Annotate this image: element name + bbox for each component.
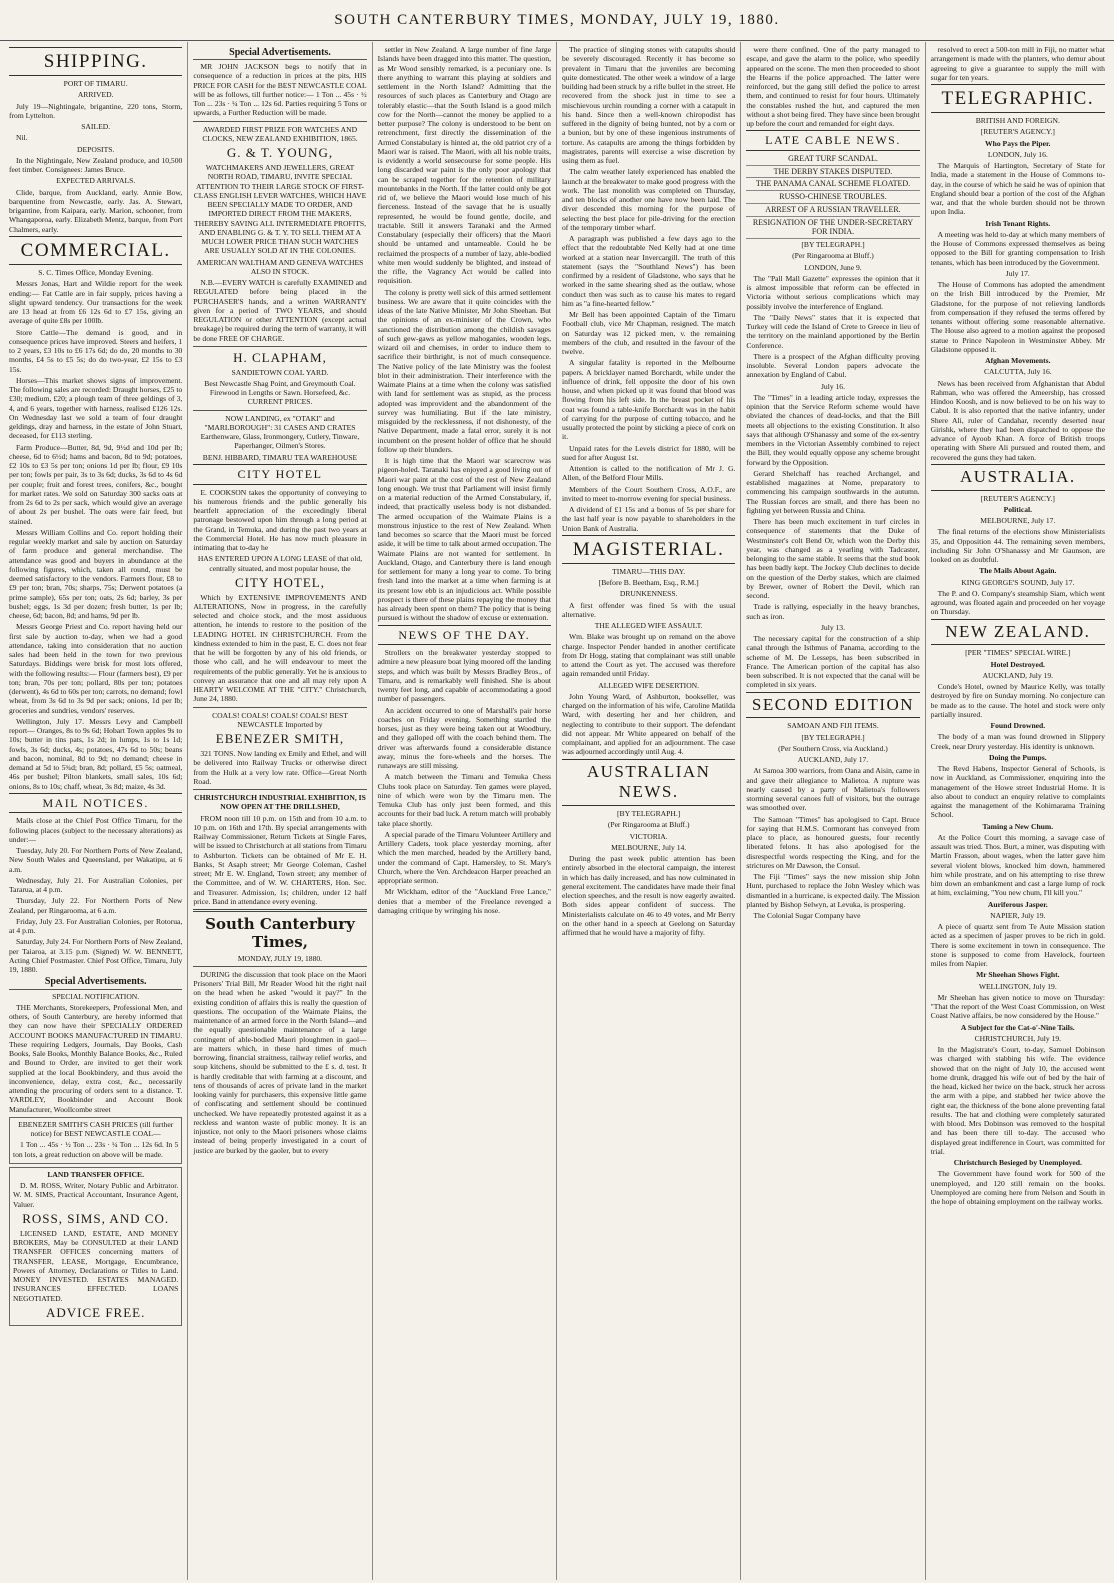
- young-waltham: AMERICAN WALTHAM AND GENEVA WATCHES ALSO IN STOCK.: [196, 257, 364, 276]
- dateline: AUCKLAND, July 17.: [797, 755, 869, 765]
- dateline: MELBOURNE, July 17.: [980, 516, 1056, 526]
- samoan-headline: SAMOAN AND FIJI ITEMS.: [787, 721, 879, 731]
- news-item: There is a prospect of the Afghan difficulty proving insoluble. Several London papers advocate the annexation by England of Cabul.: [746, 351, 920, 380]
- dateline: LONDON, June 9.: [804, 262, 862, 272]
- news-item: A paragraph was published a few days ago to the effect that the redoubtable Ned Kelly had at one time worked at a station near Invercargill. The truth of this statement (says the "Southland News") has been confirmed by a resident of Gladstone, who says that he worked in the same shearing shed as the outlaw, whose conduct then was such as to cause his mates to regard him as "a fine-hearted fellow.": [561, 234, 736, 308]
- news-item: Mr Bell has been appointed Captain of the Timaru Football club, vice Mr Chapman, resigned. The match on Saturday was 12 picked men, v. the remaining members of the club, and resulted in the favour of the twelve.: [561, 310, 736, 356]
- new-zealand-title: NEW ZEALAND.: [931, 619, 1105, 646]
- news-item: In the Magistrate's Court, to-day, Samuel Dobinson was charged with stabbing his wife. The evidence showed that on the night of July 10, the accused went home drunk, dragged his wife out of bed by the hair of the head, kicked her twice on the back, struck her across the arm with a pipe, and stabbed her twice above the right ear, the thickness of the bone alone preventing fatal results. The hat and clothing were completely saturated with blood. Mrs Dobinson was removed to the hospital and has been there till to-day. The accused who displayed great indifference in Court, was committed for trial.: [930, 1045, 1105, 1156]
- item-heading: Taming a New Chum.: [982, 821, 1054, 831]
- exhibition-heading: CHRISTCHURCH INDUSTRIAL EXHIBITION, IS NOW OPEN AT THE DRILLSHED,: [194, 793, 366, 812]
- shipping-title: SHIPPING.: [9, 47, 182, 76]
- news-item: There has been much excitement in turf circles in consequence of statements that the Duke of Westminster's colt Bend Or, which won the Derby this year, was changed as a yearling with Tadcaster, belonging to the same stable. It seems that the stud book has been badly kept. The Jockey Club declines to decide on the question of the Derby stakes, which are claimed by Brewer, owner of Robert the Devil, which ran second.: [746, 517, 920, 601]
- column-4: [557, 42, 741, 1580]
- telegraph-note: [BY TELEGRAPH.]: [617, 809, 681, 819]
- awarded-heading: AWARDED FIRST PRIZE FOR WATCHES AND CLOCKS, NEW ZEALAND EXHIBITION, 1865.: [202, 124, 358, 143]
- cable-headline: THE DERBY STAKES DISPUTED.: [746, 167, 919, 179]
- news-item: The "Times" in a leading article today, expresses the opinion that the Service Reform scheme would have obviated the chances of dead-locks, and that the Bill meets all objections to the existing Constitution. It also says that although O'Shanassy and some of the ex-sentry members in the Victorian Assembly combined to reject the Bill, they would equally oppose any scheme brought forward by the Opposition.: [746, 392, 920, 467]
- magisterial-before: [Before B. Beetham, Esq., R.M.]: [598, 578, 699, 588]
- city-hotel-title: CITY HOTEL: [193, 464, 366, 485]
- news-item: A piece of quartz sent from Te Aute Mission station acted as a specimen of jasper proves to be rich in gold. There is some excitement in town in consequence. The stone is supposed to come from Havelock, fourteen miles from Napier.: [930, 922, 1105, 969]
- deposits-text: In the Nightingale, New Zealand produce, and 10,500 feet timber. Consignees: James Bruce.: [9, 155, 183, 175]
- commercial-para: Messrs George Priest and Co. report having held our first sale by auction to-day, when we had a good attendance, taking into consideration that no auction sales had been held in the town for two previous Saturdays. Biddings were brisk for most lots offered, with the following results:— Flour (farmers best), £9 per ton; bran, 70s per ton; pollard, 80s per ton; potatoes (derwent), 4s 6d to 60s per ton; carrots, no demand; fowl wheat, from 3s 6d to 3s 9d per sack; onions, 1d per lb; groceries and sundries, vendors' reserves.: [9, 622, 183, 715]
- news-item: The House of Commons has adopted the amendment on the Irish Bill introduced by the Premier, Mr Gladstone, for the purpose of not relieving landlords from compensation if they refused the terms offered by tenants without offering some reasonable alternative. The House also agreed to a motion against the proposed statue to Prince Napoleon in Westminster Abbey. Mr Gladstone opposed it.: [930, 280, 1105, 354]
- masthead-text: SOUTH CANTERBURY TIMES, MONDAY, JULY 19, 1880.: [334, 11, 780, 28]
- mail-para: Wednesday, July 21. For Australian Colonies, per Tararua, at 4 p.m.: [9, 875, 183, 895]
- news-item: The calm weather lately experienced has enabled the launch at the breakwater to make good progress with the work. The last monolith was completed on Thursday, and ten blocks of another one have now been laid. The diver descended this morning for the purpose of selecting the best place for pile-driving for the erection of the temporary timber wharf.: [561, 167, 736, 232]
- news-item: At the Police Court this morning, a savage case of assault was tried. Thos. Burt, a miner, was disputing with Martin Frasson, about wages, when the latter gave him several violent blows, knocked him down, hammered him while prostrate, and on his attempting to rise threw him down an embankment and cast a large lump of rock at him, exclaiming, "You new chum, I'll kill you.": [930, 832, 1105, 898]
- case-text: Wm. Blake was brought up on remand on the above charge. Inspector Pender handed in another certificate from Dr Hogg, stating that complainant was still unable to attend the Court as yet. The accused was therefore again remanded until Friday.: [561, 632, 736, 679]
- news-item: were there confined. One of the party managed to escape, and gave the alarm to the police, who speedily appeared on the scene. The men then proceeded to shoot the Hearns if the police approached. The latter were reinforced, but the gang still defied the police to arrest them, and continued to resist for four hours. Ultimately the constables rushed the hut, and captured the men without a shot being fired. They have since been brought up before the court and remanded for eight days.: [746, 45, 920, 128]
- divider: [193, 121, 366, 122]
- news-item: The "Pall Mall Gazette" expresses the opinion that it is almost impossible that reform can be effected in Victoria without serious complications which may possibly involve the interference of England.: [746, 273, 920, 311]
- news-item: Members of the Court Southern Cross, A.O.F., are invited to meet to-morrow evening for special business.: [561, 484, 736, 503]
- deposits-label: DEPOSITS.: [76, 144, 115, 154]
- news-item: The final returns of the elections show Ministerialists 35, and Opposition 44. The remaining seven members, including Sir John O'Shanassy and Mr Gaunson, are looked on as doubtful.: [930, 527, 1105, 565]
- news-item: The Marquis of Hartington, Secretary of State for India, made a statement in the House of Commons to-day, in the course of which he said he was of opinion that England should bear a portion of the cost of the Afghan war, and that the whole burden should not be thrown upon India.: [930, 161, 1105, 217]
- land-transfer-body: LICENSED LAND, ESTATE, AND MONEY BROKERS, May be CONSULTED at their LAND TRANSFER OFFICES concerning matters of TRANSFER, LEASE, Mortgage, Encumbrance, Powers of Attorney, Declarations or Titles to Land. MONEY INVESTED. ESTATES MANAGED. INSURANCES EFFECTED. LOANS NEGOTIATED.: [13, 1228, 179, 1303]
- news-item: The body of a man was found drowned in Slippery Creek, near Drury yesterday. His identity is unknown.: [930, 732, 1105, 751]
- cable-headline: RUSSO-CHINESE TROUBLES.: [746, 192, 919, 204]
- special-notification-text: THE Merchants, Storekeepers, Professional Men, and others, of South Canterbury, are hereby informed that they can now have their SPECIALLY ORDERED ACCOUNT BOOKS MANUFACTURED IN TIMARU. These requiring Ledgers, Journals, Day Books, Cash Books, Sale Books, Monthly Balance Books, &c., Ruled and Bound to Order, are invited to get their work supplied at the local Bookbindery, and thus avoid the inconvenience, delay, extra cost, &c., necessarily attending the procuring of orders sent to a distance. T. YARDLEY, Bookbinder and Account Book Manufacturer, Woollcombe street: [9, 1002, 183, 1114]
- news-item: A match between the Timaru and Temuka Chess Clubs took place on Saturday. Ten games were played, nine of which were won by the Timaru men. The Temuka Club has only just been formed, and this accounts for their bad luck. A return match will probably take place shortly.: [377, 772, 551, 828]
- australian-news-title: AUSTRALIAN NEWS.: [562, 759, 735, 806]
- item-heading: Doing the Pumps.: [989, 752, 1047, 762]
- news-item: The P. and O. Company's steamship Siam, which went aground, was floated again and proceeded on her voyage on Thursday.: [930, 588, 1105, 617]
- commercial-para: Store Cattle—The demand is good, and in consequence prices have improved. Steers and heifers, 1 to 2 years, £3 10s to £6 17s 6d; do do, 20 months to 30 months, £4 5s to £5 5s; do do two-year, £2 15s to £3 15s.: [9, 327, 183, 374]
- cable-headline: GREAT TURF SCANDAL.: [746, 154, 919, 166]
- young-name: G. & T. YOUNG,: [226, 145, 334, 161]
- dateline: MELBOURNE, July 14.: [611, 842, 687, 852]
- cable-headline: ARREST OF A RUSSIAN TRAVELLER.: [746, 205, 919, 217]
- item-heading: Irish Tenant Rights.: [985, 218, 1051, 228]
- item-heading: Auriferous Jasper.: [987, 899, 1048, 909]
- news-item: The Revd Habens, Inspector General of Schools, is now in Auckland, as Commissioner, enquiring into the management of the Howe street Industrial Home. It is also about to conduct an enquiry relative to complaints against the management of the Kohimarama Training School.: [930, 764, 1105, 820]
- carrier-note: (Per Southern Cross, via Auckland.): [778, 743, 888, 753]
- otaki-ad: NOW LANDING, ex "OTAKI" and "MARLBOROUGH": 31 CASES AND CRATES Earthenware, Glass, Ironmongery, Cutlery, Tinware, Paperhanger, Oilmen's Stores.: [200, 413, 360, 451]
- item-heading: Mr Sheehan Shows Fight.: [976, 970, 1060, 980]
- city-hotel-lease: HAS ENTERED UPON A LONG LEASE of that old, centrally situated, and most popular house, the: [197, 554, 363, 573]
- coals-heading: COALS! COALS! COALS! COALS! BEST NEWCASTLE Imported by: [212, 710, 348, 729]
- telegraphic-title: TELEGRAPHIC.: [931, 84, 1105, 113]
- telegraph-note: [BY TELEGRAPH.]: [801, 732, 865, 742]
- news-item: The practice of slinging stones with catapults should be severely discouraged. Recently it has become so prevalent in Timaru that the juveniles are becoming quite domesticated. The other week a window of a large building had been struck by a rifle bullet in the street. He recovered from the shock just in time to see a mischievous urchin rounding a corner with a catapult in his hand. Since then a well-known chiropodist has suffered in the dignity of being hunted, not by a corn or a bunion, but by one of these ingenious instruments of torture. As catapults are among the things forbidden by magistrates, parents will exercise a wise discretion by using them as fuel.: [561, 45, 736, 165]
- leader-continued: The colony is pretty well sick of this armed settlement business. We are aware that it quite coincides with the ideas of the late Native Minister, Mr John Sheehan. But the opinions of an ex-minister of the Crown, who sanctioned the distribution among the childish savages of such gew-gaws as yellow mahoganies, wooden legs, wizard oil and chemises, in order to induce them to sacrifice their birthright, is not of much consequence. The Native policy of the late Ministry was the foolest blot in their administration. Their interference with the Waimate Plains at a time when the colony was satisfied with land for settlement was as stupid, as the process adopted was improvident and the abandonment of the survey was humiliating. But if the late ministry, misguided by the recklessness, if not dishonesty, of the Native Department, made a fatal error, surely it is not incumbent on the present holder of office that he should follow up their blunders.: [377, 287, 551, 454]
- mail-title: MAIL NOTICES.: [9, 793, 182, 814]
- commercial-title: COMMERCIAL.: [9, 236, 182, 265]
- news-item: Mr Sheehan has given notice to move on Thursday: "That the report of the West Coast Commission, on West Coast Native affairs, be now considered by the House.": [930, 992, 1105, 1021]
- commercial-subhead: S. C. Times Office, Monday Evening.: [38, 268, 154, 278]
- news-item: Trade is rallying, especially in the heavy branches, such as iron.: [746, 602, 920, 621]
- case-text: John Young Ward, of Ashburton, bookseller, was charged on the information of his wife, Caroline Matilda Ward, with deserting her and her children, and neglecting to contribute to their support. The defendant did not appear. Mr White appeared on behalf of the complainant, and applied for an adjournment. The case was adjourned accordingly until Aug. 4.: [561, 691, 736, 757]
- dateline: KING GEORGE'S SOUND, July 17.: [961, 577, 1075, 587]
- late-cable-title: LATE CABLE NEWS.: [746, 130, 919, 151]
- masthead: [0, 0, 1114, 41]
- land-transfer-title: LAND TRANSFER OFFICE.: [47, 1169, 145, 1179]
- news-item: News has been received from Afghanistan that Abdul Rahman, who was offered the Ameership, has crossed Hindoo Koosh, and is now believed to be on his way to Cabul. It is also reported that the native infantry, under Shere Ali, ruler of Candahar, recently deserted near Girishk, where they had been dispatched to oppose the advance of Ayoob Khan. A force of British troops operating with Shere Ali pursued and routed them, and recovered the guns they had taken.: [930, 378, 1105, 462]
- place-heading: VICTORIA.: [629, 831, 668, 841]
- clapham-yard: SANDIETOWN COAL YARD.: [231, 367, 329, 377]
- ebenezer-heading: EBENEZER SMITH'S CASH PRICES (till further notice) for BEST NEWCASTLE COAL—: [18, 1119, 174, 1139]
- issue-date: MONDAY, JULY 19, 1880.: [237, 953, 323, 963]
- news-item: The Colonial Sugar Company have: [753, 911, 861, 921]
- case-text: A first offender was fined 5s with the usual alternative.: [561, 600, 736, 619]
- news-item: The Government have found work for 500 of the unemployed, and 120 still remain on the books. Unemployed are coming here from Nelson and South in the hope of obtaining employment on the railway works.: [930, 1169, 1105, 1207]
- case-heading: ALLEGED WIFE DESERTION.: [598, 680, 700, 690]
- dateline: July 17.: [1005, 268, 1030, 278]
- dateline: NAPIER, July 19.: [990, 910, 1046, 920]
- smith-name: EBENEZER SMITH,: [215, 731, 345, 747]
- item-heading: Christchurch Besieged by Unemployed.: [953, 1158, 1082, 1168]
- arrived-text: July 19—Nightingale, brigantine, 220 tons, Storm, from Lyttelton.: [9, 101, 183, 120]
- port-heading: PORT OF TIMARU.: [63, 79, 128, 89]
- jackson-ad: MR JOHN JACKSON begs to notify that in consequence of a reduction in prices at the pits, HIS PRICE FOR CASH for the BEST NEWCASTLE COAL will be as follows, till further notice:— 1 Ton ... 45s · ½ Ton ... 23s · ¼ Ton ... 12s 6d. Parties requiring 5 Tons or upwards, a Further Reduction will be made.: [193, 62, 367, 118]
- mail-para: Tuesday, July 20. For Northern Ports of New Zealand, New South Wales and Queensland, per Wakatipu, at 6 a.m.: [9, 846, 183, 874]
- carrier-note: (Per Ringarooma at Bluff.): [792, 251, 874, 261]
- dateline: CHRISTCHURCH, July 19.: [974, 1033, 1062, 1043]
- news-item: During the past week public attention has been entirely absorbed in the electoral campaign, the interest in which has daily increased, and has now culminated in general excitement. The candidates have made their final election speeches, and the result is now eagerly awaited. Both sides appear confident of success. The Ministerialists calculate on 46 to 49 votes, and Mr Berry on the other hand in a speech at Geelong on Saturday affirmed that he would have a majority of fifty.: [561, 854, 736, 938]
- news-item: Strollers on the breakwater yesterday stopped to admire a new pleasure boat lying moored off the landing steps, and which was built by Messrs Bradley Bros., of Timaru, and is remarkably well finished. She is about twenty feet long, and capable of accommodating a good number of passengers.: [377, 648, 551, 704]
- news-item: An accident occurred to one of Marshall's pair horse coaches on Friday evening. Something startled the horses, just as they were being taken out at Woodbury, and they galloped off with the coach behind them. The driver was afterwards found a considerable distance away, minus the fore-wheels and the horses. The runaways are still missing.: [377, 705, 551, 771]
- news-item: The Samoan "Times" has apologised to Capt. Bruce for saying that H.M.S. Cormorant has conveyed from place to place, as honoured guests, four recently liberated felons. It has also apologised for the disrespectful words respecting the King, and for the strictures on Mr Dawson, the Consul.: [746, 814, 920, 870]
- cable-headline: RESIGNATION OF THE UNDER-SECRETARY FOR INDIA.: [746, 218, 919, 240]
- mail-para: Thursday, July 22. For Northern Ports of New Zealand, per Ringarooma, at 6 a.m.: [9, 896, 183, 915]
- special-notification-heading: SPECIAL NOTIFICATION.: [52, 991, 140, 1001]
- expected-label: EXPECTED ARRIVALS.: [56, 176, 136, 186]
- divider: [193, 909, 366, 912]
- paper-nameplate: South Canterbury Times,: [205, 915, 355, 952]
- leader-continued: It is high time that the Maori war scarecrow was pigeon-holed. Taranaki has enjoyed a good living out of Maori war paint at the cost of the rest of New Zealand long enough. We trust that Parliament will insist firmly on a material reduction of the Armed Constabulary, if, indeed, that practically useless body is not disbanded. The armed occupation of the Waimate Plains is a monstrous injustice to the rest of New Zealand. When land becomes so scarce that the Maori must be forced aside, it will be time to talk about armed occupation. The Waimate Plains are not wanted for settlement. In Auckland, Otago, and Canterbury there is land enough for settlement for many a long year to come. To bring fresh land into the market at a time when farming is at its present low ebb is an injudicious act. While possible prospect is there of these plains repaying the money that has already been spent on them? The policy that is being pursued is without the shadow of excuse or extenuation.: [377, 456, 551, 623]
- column-1: [4, 42, 188, 1580]
- young-body: WATCHMAKERS AND JEWELLERS, GREAT NORTH ROAD, TIMARU, INVITE SPECIAL ATTENTION TO THEIR LARGE STOCK OF FIRST-CLASS ENGLISH LEVER WATCHES, WHICH HAVE BEEN SPECIALLY MADE TO ORDER, AND IMPORTED DIRECT FROM THE MAKERS, THEREBY SAVING ALL INTERMEDIATE PROFITS, AND ENABLING G. & T. Y. TO SELL THEM AT A MUCH LOWER PRICE THAN SUCH WATCHES ARE USUALLY SOLD AT IN THE COLONIES.: [193, 163, 367, 256]
- news-of-the-day-title: NEWS OF THE DAY.: [378, 625, 551, 646]
- magisterial-title: MAGISTERIAL.: [562, 535, 735, 564]
- dateline: CALCUTTA, July 16.: [983, 367, 1052, 377]
- young-warranty: N.B.—EVERY WATCH is carefully EXAMINED and REGULATED before being placed in the PURCHASER'S hands, and a written WARRANTY given for a period of TWO YEARS, and should REGULATION or other ATTENTION (except actual breakage) be required during the term of warranty, it will be done FREE OF CHARGE.: [193, 278, 367, 343]
- dateline: AUCKLAND, July 19.: [982, 670, 1054, 680]
- news-item: A dividend of £1 15s and a bonus of 5s per share for the last half year is now payable to shareholders in the Union Bank of Australia.: [561, 505, 736, 533]
- item-heading: Who Pays the Piper.: [985, 138, 1051, 148]
- news-item: At Samoa 300 warriors, from Oana and Aisin, came in and gave their allegiance to Malietoa. A rupture was nearly caused by a party of Malietoa's followers storming several canoes full of visitors, but the outrage was smoothed over.: [746, 766, 920, 813]
- item-heading: Hotel Destroyed.: [990, 659, 1045, 669]
- sailed-label: SAILED.: [81, 122, 111, 132]
- news-item: Gerard Shelchaff has reached Archangel, and established magazines at Nome, preparatory to commencing his campaign southwards in the autumn. The Russian forces are small, and there has been no fighting yet between Russia and China.: [746, 468, 920, 515]
- column-5: [741, 42, 925, 1580]
- city-hotel-body: E. COOKSON takes the opportunity of conveying to his numerous friends and the public generally his heartfelt appreciation of the exceedingly liberal patronage bestowed upon him through a long period at the Grand, in Temuka, and during the past two years at the Commercial Hotel. He has now much pleasure in intimating that to-day he: [193, 487, 367, 553]
- city-hotel-name: CITY HOTEL,: [235, 574, 325, 590]
- ebenezer-ad: [9, 1117, 182, 1164]
- mail-para: Friday, July 23. For Australian Colonies, per Rotorua, at 4 p.m.: [9, 916, 183, 936]
- news-item: Attention is called to the notification of Mr J. G. Allen, of the Belford Flour Mills.: [561, 464, 736, 483]
- news-item: The "Daily News" states that it is expected that Turkey will cede the Island of Crete to Greece in lieu of the territory on the mainland apportioned by the Berlin Conference.: [746, 312, 920, 350]
- divider: [193, 707, 366, 708]
- british-foreign-heading: BRITISH AND FOREIGN.: [975, 116, 1060, 126]
- item-heading: Afghan Movements.: [985, 356, 1051, 366]
- column-3: [373, 42, 557, 1580]
- ebenezer-prices: 1 Ton ... 45s · ½ Ton ... 23s · ¼ Ton ... 12s 6d. In 5 ton lots, a great reduction on above will be made.: [13, 1140, 179, 1159]
- dateline: July 13.: [820, 622, 846, 632]
- agency-note: [REUTER'S AGENCY.]: [980, 493, 1055, 503]
- mail-para: Saturday, July 24. For Northern Ports of New Zealand, per Taiaroa, at 3.15 p.m. (Signed) W. W. BENNETT, Acting Chief Postmaster. Chief Post Office, Timaru, July 19, 1880.: [9, 937, 183, 975]
- item-heading: The Mails About Again.: [979, 566, 1057, 576]
- news-item: Mr Wickham, editor of the "Auckland Free Lance," denies that a member of the Freelance revenged a damaging critique by wringing his nose.: [377, 887, 551, 915]
- commercial-para: Messrs Jonas, Hart and Wildie report for the week ending:— Fat Cattle are in fair supply, prices having a slight upward tendency. Our transactions for the week are 13 head at from £6 12s 6d to £7 15s, giving an average of quite £8s per 100lb.: [9, 279, 183, 326]
- news-item: The Fiji "Times" says the new mission ship John Hunt, purchased to replace the John Wesley which was dismantled in a hurricane, is expected daily. The Mission planted by Bishop Selwyn, at Levuka, is prospering.: [746, 872, 920, 909]
- special-ads-title: Special Advertisements.: [9, 976, 182, 989]
- exhibition-body: FROM noon till 10 p.m. on 15th and from 10 a.m. to 10 p.m. on 16th and 17th. By special arrangements with Railway Commissioner, Return Tickets at Single Fares, will be issued to Christchurch at all stations from Timaru to Ashburton. Tickets can be obtained of Mr E. H. Banks, St Asaph street; Mr George Coleman, Cashel street; Mr E. W. England, Town street; any member of the Committee, and of W. W. CHARTERS, Hon. Sec. and Treasurer. Admission, 1s; children, under 12 half price. Band in attendance every evening.: [193, 813, 367, 906]
- clapham-body: Best Newcastle Shag Point, and Greymouth Coal. Firewood in Lengths or Sawn. Horsefeed, &c. CURRENT PRICES.: [204, 378, 356, 407]
- smith-body: 321 TONS. Now landing ex Emily and Ethel, and will be delivered into Railway Trucks or otherwise direct from the Hulk at a very low rate. Office—Great North Road.: [193, 749, 367, 786]
- special-ads-title: Special Advertisements.: [193, 47, 366, 60]
- divider: [193, 789, 366, 790]
- carrier-note: (Per Ringarooma at Bluff.): [607, 820, 690, 830]
- divider: [193, 410, 366, 411]
- dateline: LONDON, July 16.: [987, 149, 1048, 159]
- city-hotel-improvements: Which by EXTENSIVE IMPROVEMENTS AND ALTERATIONS, Now in progress, in the carefully selected and choice stock, and the most assiduous attention, he intends to restore to the position of the LEADING HOTEL IN CHRISTCHURCH. From the kindness extended to him in the past, E. C. does not fear that he will be forgotten by any of his old friends, or those who call, and he will endeavour to meet the requirements of the public generally. Yet he is anxious to convey an assurance that one and all may rely upon A HEARTY WELCOME AT THE "CITY." Christchurch, June 24, 1880.: [193, 592, 367, 704]
- news-item: A special parade of the Timaru Volunteer Artillery and Artillery Cadets, took place yesterday morning, after which the men marched, headed by the Artillery band, under the command of Capt. Hamersley, to St. Mary's Church, where the Ven. Archdeacon Harper preached an appropriate sermon.: [377, 829, 551, 886]
- commercial-para: Farm Produce—Butter, 8d, 9d, 9½d and 10d per lb; cheese, 6d to 6½d; hams and bacon, 8d to 9d; potatoes, £2 10s to £3 5s per ton; onions 1d per lb; flour, £9 10s per ton; fowls per pair, 3s to 3s 6d; ducks, 3s 6d to 4s 6d per couple; fruit and forest trees, conifers, &c., bought for market rates. We sold on Saturday 300 sacks oats at from 2s 6d to 2s per sack, which would give an average of about 2s per bushel. The oats were fair feed, but stained.: [9, 442, 183, 526]
- clapham-name: H. CLAPHAM,: [233, 349, 327, 365]
- wire-note: [PER "TIMES" SPECIAL WIRE.]: [965, 648, 1071, 658]
- item-heading: A Subject for the Cat-o'-Nine Tails.: [960, 1022, 1075, 1032]
- cable-headline: THE PANAMA CANAL SCHEME FLOATED.: [746, 179, 919, 191]
- expected-text: Clide, barque, from Auckland, early. Annie Bow, barquentine from Newcastle, early. Jas. A. Stewart, brigantine, from Kaipara, early. Marion, schooner, from Whangaporoa, early. Elizabeth Mentz, barque, from Port Chalmers, early.: [9, 187, 183, 234]
- news-item: resolved to erect a 500-ton mill in Fiji, no matter what arrangement is made with the planters, who demur about agreeing to give a guarantee to supply the mill with sugar for ten years.: [930, 45, 1105, 82]
- land-transfer-partners: D. M. ROSS, Writer, Notary Public and Arbitrator. W. M. SIMS, Practical Accountant, Insurance Agent, Valuer.: [13, 1181, 179, 1209]
- news-item: A singular fatality is reported in the Melbourne papers. A bricklayer named Borchardt, while under the influence of drink, fell opposite the door of his own house, and when picked up it was found that blood was flowing from his left side. In the breast pocket of his coat was found a table-knife Borchardt was in the habit of carrying for the purpose of cutting tobacco, and he usually protected the point by sticking a piece of cork on it.: [561, 358, 736, 442]
- telegraph-note: [BY TELEGRAPH.]: [801, 240, 865, 250]
- commercial-para: Messrs William Collins and Co. report holding their regular weekly market and sale by auction on Saturday of farm produce and general merchandise. The attendance was good and buyers in abundance at the following figures, which, taken all round, must be deemed satisfactory to the vendors. Farmers flour, £8 to £9 per ton; bran, 70s; sharps, 75s; Derwent potatoes (a prime sample), 65s per ton; oats, 2s 6d; barley, 3s per bushel; eggs, 1s 3d per dozen; fresh butter, 1s per lb; cheese, 6d; bacon, 8d; and hams, 9d per lb.: [9, 527, 183, 621]
- australia-title: AUSTRALIA.: [931, 464, 1105, 491]
- hibbard-sign: BENJ. HIBBARD, TIMARU TEA WAREHOUSE: [202, 452, 358, 462]
- dateline: WELLINGTON, July 19.: [978, 981, 1057, 991]
- commercial-para: Wellington, July 17. Messrs Levy and Campbell report— Oranges, 8s to 9s 6d; Hobart Town apples 9s to 10s; butter in tins pats, 1s 2d; in lumps, 1s to 1s 1d; fowls, 3s 6d; ducks, 4s; potatoes, 47s 6d to 50s; beans and bacon, nominal, 8d to 9d; no demand; cheese in demand at 5d to 5¾d; bran, 8d; pollard, £5 5s; oatmeal, 46s per bushel; Pilton blankets, small sales, 10s 6d; onions, 8s to 10s; chaff, wheat, 3s 8d; maize, 4s 3d.: [9, 716, 183, 791]
- land-transfer-firm: ROSS, SIMS, AND CO.: [22, 1210, 170, 1226]
- column-2: [188, 42, 372, 1580]
- news-item: Conde's Hotel, owned by Maurice Kelly, was totally destroyed by fire on Sunday morning. No conjecture can be made as to the cause. The hotel and stock were only partially insured.: [930, 682, 1105, 719]
- mail-para: Mails close at the Chief Post Office Timaru, for the following places (subject to the necessary alterations) as under:—: [9, 816, 183, 844]
- item-heading: Political.: [1003, 504, 1033, 514]
- case-heading: DRUNKENNESS.: [619, 589, 678, 599]
- divider: [193, 966, 366, 967]
- land-transfer-ad: [9, 1167, 182, 1326]
- arrived-label: ARRIVED.: [77, 90, 114, 100]
- case-heading: THE ALLEGED WIFE ASSAULT.: [594, 621, 703, 631]
- commercial-para: Horses—This market shows signs of improvement. The following sales are recorded: Draught horses, £25 to £30; medium, £20; a plough team of three geldings of 3, 4, and 6 years, together with harness, realised £126 12s. On Wednesday last we sold a team of four draught geldings, dray and harness, in the estate of John Stuart, deceased, for £113 sterling.: [9, 375, 183, 441]
- leader-article: DURING the discussion that took place on the Maori Prisoners' Trial Bill, Mr Reader Wood hit the right nail on the head when he asked "would it pay?" In the existing condition of affairs this is really the question of questions. The occupation of the Waimate Plains, the maintenance of an armed force in the North Island—and the equally questionable maintenance of a large contingent of able-bodied Maori ploughmen in gaol—are matters which, in these hard times of much borrowing, financial straitness, railway relief works, and soup kitchens, should be submitted to the £ s. d. test. It is hardly creditable that with farming at a discount, and tens of thousands of acres of private land in the market looking vainly for purchasers, this expensive little game of confiscating and settlement should be continued unchecked. We have repeatedly protested against it as a reckless and wanton waste of public money. It is an injustice, not only to the Maori prisoners whose claims instead of being properly investigated in a court of justice are burked by the gaoler, but to every: [193, 969, 367, 1155]
- magisterial-subhead: TIMARU—THIS DAY.: [612, 566, 686, 576]
- news-item: Unpaid rates for the Levels district for 1880, will be sued for after August 1st.: [561, 443, 736, 462]
- column-6: [926, 42, 1110, 1580]
- land-transfer-advice: ADVICE FREE.: [45, 1304, 146, 1320]
- news-item: The necessary capital for the construction of a ship canal through the Isthmus of Panama, according to the scheme of M. De Lesseps, has been subscribed in France. The American portion of the capital has also been subscribed. It is not expected that the canal will be completed in six years.: [746, 634, 920, 690]
- newspaper-page: [4, 42, 1110, 1580]
- news-item: A meeting was held to-day at which many members of the House of Commons expressed themselves as being opposed to the Bill for granting compensation to Irish tenants, which has been introduced by the Government.: [930, 229, 1105, 267]
- divider: [193, 346, 366, 347]
- agency-note: [REUTER'S AGENCY.]: [980, 127, 1055, 137]
- second-edition-title: SECOND EDITION: [746, 692, 919, 719]
- leader-continued: settler in New Zealand. A large number of fine Jarge Islands have been dragged into this matter. The question, as Mr Wood sensibly remarked, is a pecuniary one. Is there anything to warrant this playing at soldiers and settlement in the North Island? Admitting that the resources of such places as Canterbury and Otago are tolerably elastic—that the South Island is a good milch cow for the North—cannot the money be applied to a better purpose? The colony is understood to be bent on retrenchment, first directly the dissemination of the Armed Constabulary is hinted at, the old patriot cry of a Maori war is raised. The Maori, with all his noble traits, is evidently a world sensecourse for some people. His long discarded war paint is the only poor apology that can be scraped together for the retention of military mountebanks in the North. If the latter could only be got rid of, we believe the Maori would lose much of his fierceness. Instead of the savage that he is usually represented, he would be found gentle, docile, and tractable. Still it answers Taranaki and the Armed Constabulary (especially their officers) that the Maori should be untamed and untameable. Could he be reclaimed the prospects of a number of lazy, able-bodied white men would suddenly be blighted, and instead of the rifle, the Vagrancy Act would be called into requisition.: [377, 45, 551, 286]
- sailed-text: Nil.: [16, 133, 28, 143]
- dateline: July 16.: [820, 381, 846, 391]
- item-heading: Found Drowned.: [990, 721, 1046, 731]
